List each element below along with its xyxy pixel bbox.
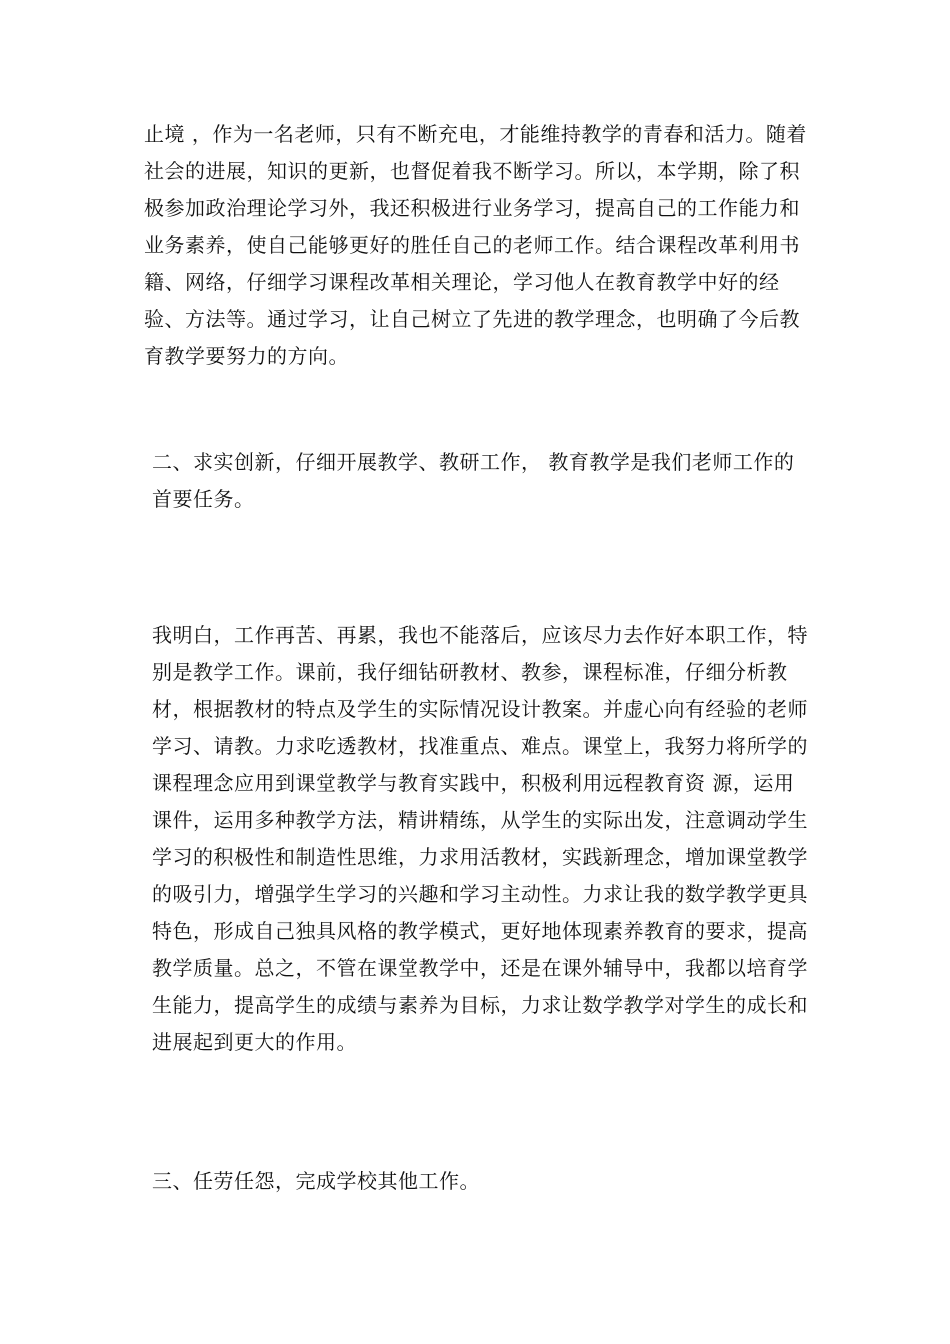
section-heading-other-work: 三、任劳任怨，完成学校其他工作。 xyxy=(152,1169,480,1193)
section-heading-teaching-research: 二、求实创新，仔细开展教学、教研工作， 教育教学是我们老师工作的首要任务。 xyxy=(152,450,795,511)
body-paragraph-self-study: 止境 ，作为一名老师，只有不断充电，才能维持教学的青春和活力。随着社会的进展，知识的更新，也督促着我不断学习。所以，本学期，除了积极参加政治理论学习外，我还积极进行业务学习，提高自己的工作能力和业务素养，使自己能够更好的胜任自己的老师工作。结合课程改革利用书籍、网络，仔细学习课程改革相关理论，学习他人在教育教学中好的经验、方法等。通过学习，让自己树立了先进的教学理念，也明确了今后教育教学要努力的方向。 xyxy=(144,122,807,368)
body-paragraph-teaching-work: 我明白，工作再苦、再累，我也不能落后，应该尽力去作好本职工作，特别是教学工作。课前，我仔细钻研教材、教参，课程标准，仔细分析教材，根据教材的特点及学生的实际情况设计教案。并虚心向有经验的老师学习、请教。力求吃透教材，找准重点、难点。课堂上，我努力将所学的课程理念应用到课堂教学与教育实践中，积极利用远程教育资 源，运用课件，运用多种教学方法，精讲精练，从学生的实际出发，注意调动学生学习的积极性和制造性思维，力求用活教材，实践新理念，增加课堂教学的吸引力，增强学生学习的兴趣和学习主动性。力求让我的数学教学更具特色，形成自己独具风格的教学模式，更好地体现素养教育的要求，提高教学质量。总之，不管在课堂教学中，还是在课外辅导中，我都以培育学生能力，提高学生的成绩与素养为目标，力求让数学教学对学生的成长和进展起到更大的作用。 xyxy=(152,623,808,1054)
